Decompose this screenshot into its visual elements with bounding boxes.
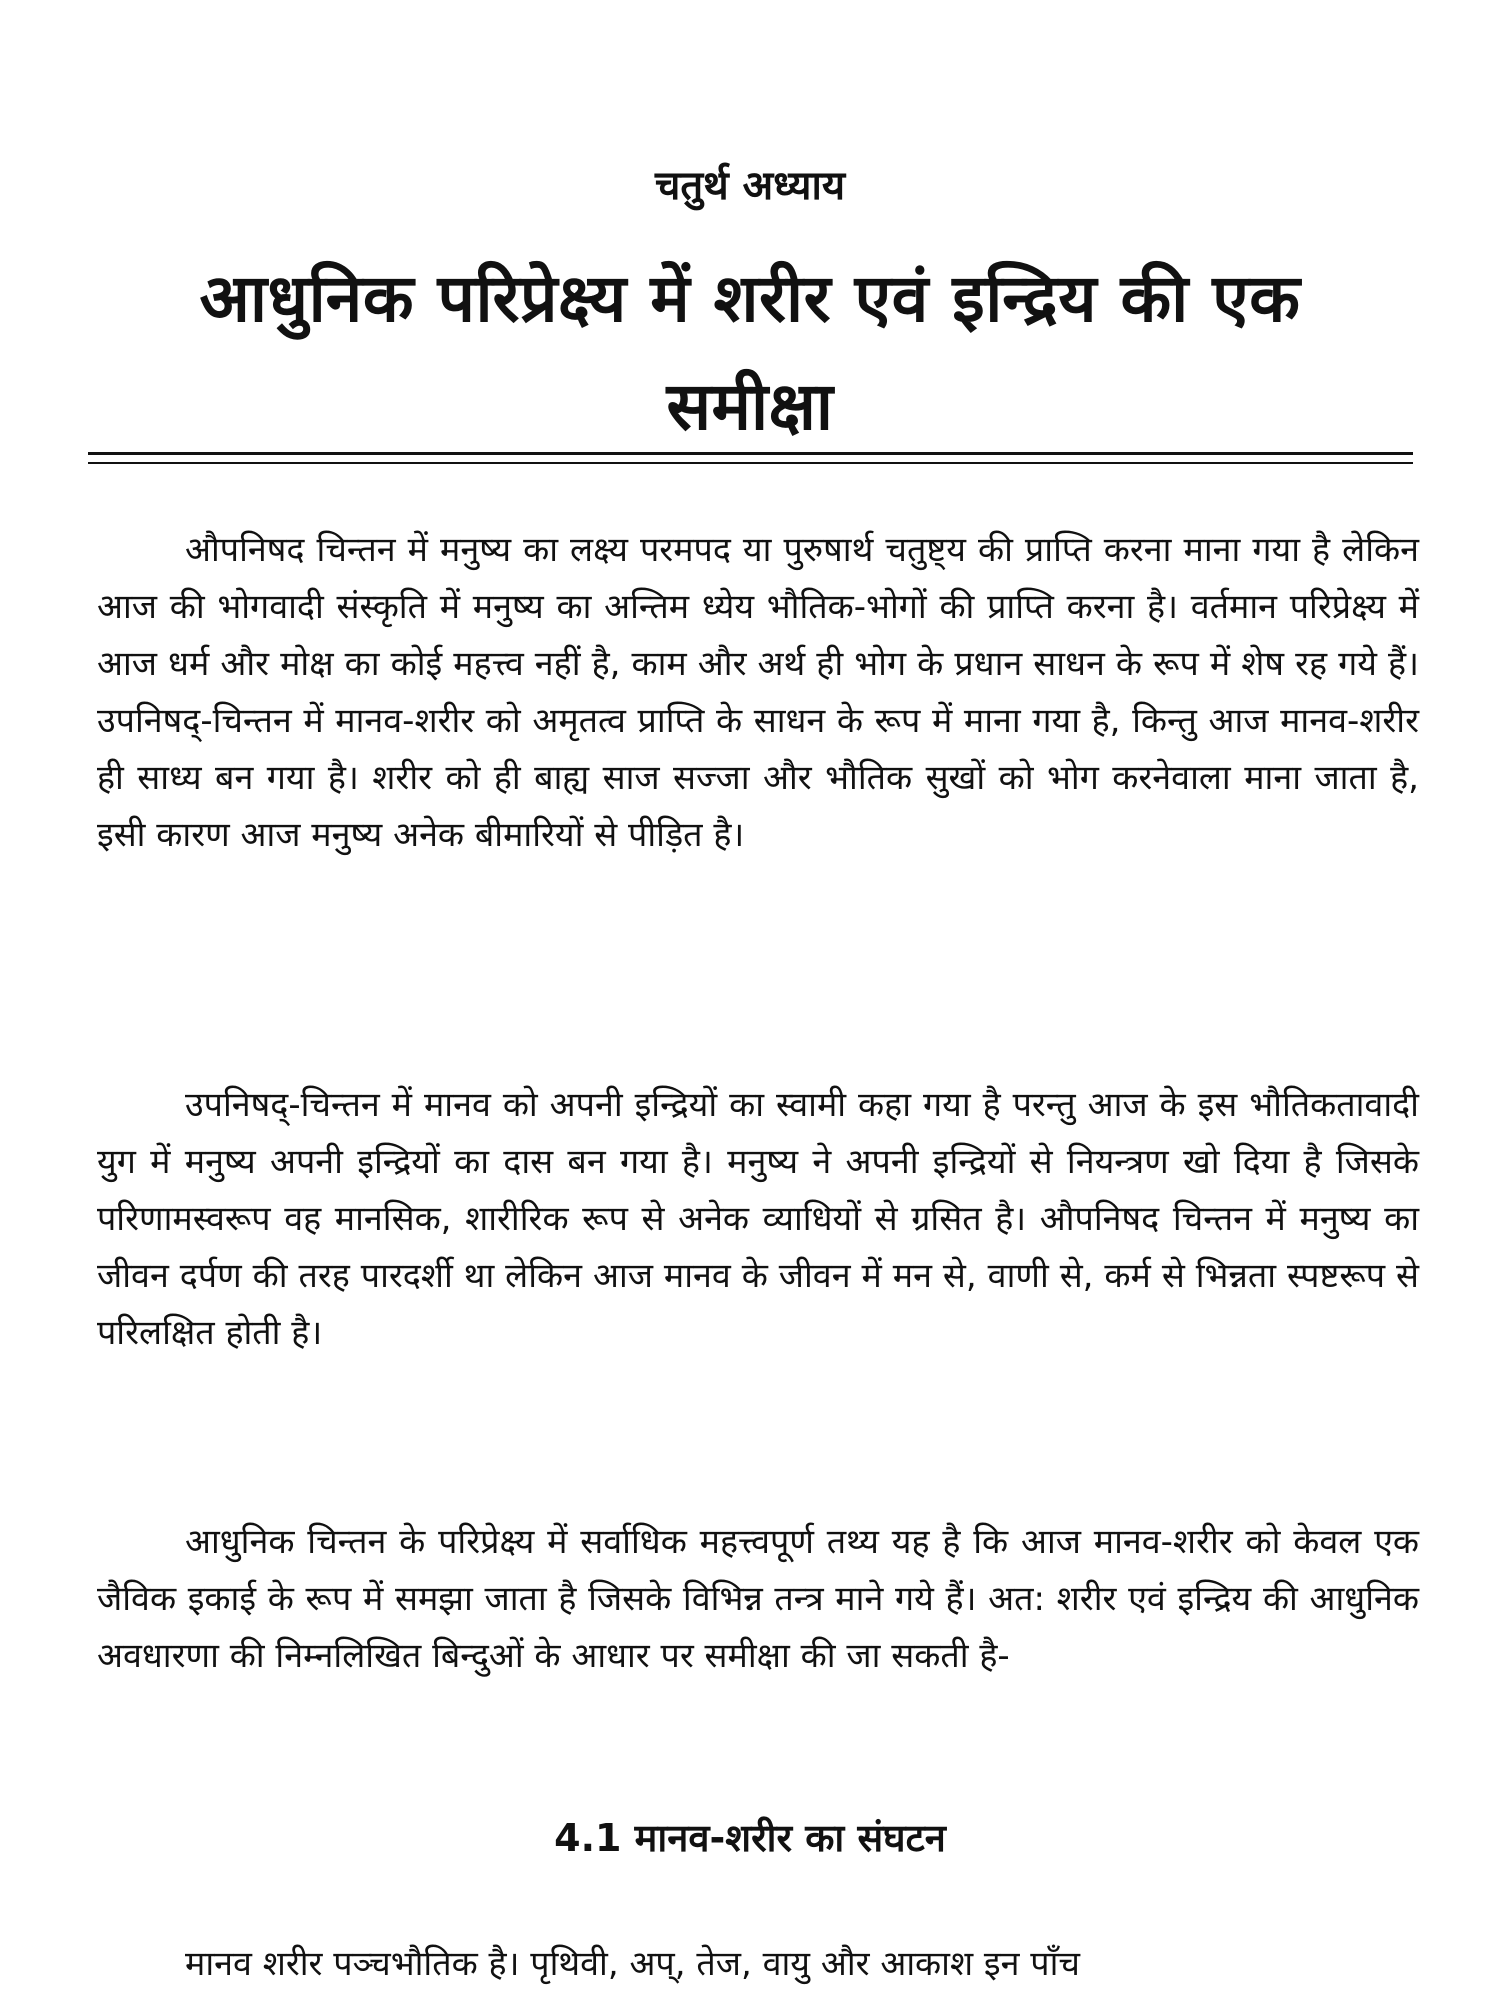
paragraph-1: औपनिषद चिन्तन में मनुष्य का लक्ष्य परमपद या पुरुषार्थ चतुष्ट्य की प्राप्ति करना माना गया है लेकिन आज की भोगवादी संस्कृति में मनुष्य का अन्तिम ध्येय भौतिक-भोगों की प्राप्ति करना है। वर्तमान परिप्रेक्ष्य में आज धर्म और मोक्ष का कोई महत्त्व नहीं है, काम और अर्थ ही भोग के प्रधान साधन के रूप में शेष रह गये हैं। उपनिषद्-चिन्तन में मानव-शरीर को अमृतत्व प्राप्ति के साधन के रूप में माना गया है, किन्तु आज मानव-शरीर ही साध्य बन गया है। शरीर को ही बाह्य साज सज्जा और भौतिक सुखों को भोग करनेवाला माना जाता है, इसी कारण आज मनुष्य अनेक बीमारियों से पीड़ित है। [97, 530, 1419, 855]
section-paragraph: मानव शरीर पञ्चभौतिक है। पृथिवी, अप्, तेज, वायु और आकाश इन पाँच [185, 1944, 1080, 1984]
paragraph-2: उपनिषद्-चिन्तन में मानव को अपनी इन्द्रियों का स्वामी कहा गया है परन्तु आज के इस भौतिकतावादी युग में मनुष्य अपनी इन्द्रियों का दास बन गया है। मनुष्य ने अपनी इन्द्रियों से नियन्त्रण खो दिया है जिसके परिणामस्वरूप वह मानसिक, शारीरिक रूप से अनेक व्याधियों से ग्रसित है। औपनिषद चिन्तन में मनुष्य का जीवन दर्पण की तरह पारदर्शी था लेकिन आज मानव के जीवन में मन से, वाणी से, कर्म से भिन्नता स्पष्टरूप से परिलक्षित होती है। [97, 1085, 1419, 1353]
title-divider-top [88, 452, 1413, 455]
section-heading: 4.1 मानव-शरीर का संघटन [554, 1816, 946, 1860]
chapter-title: आधुनिक परिप्रेक्ष्य में शरीर एवं इन्द्रिय की एक समीक्षा [199, 260, 1301, 445]
paragraph-3: आधुनिक चिन्तन के परिप्रेक्ष्य में सर्वाधिक महत्त्वपूर्ण तथ्य यह है कि आज मानव-शरीर को केवल एक जैविक इकाई के रूप में समझा जाता है जिसके विभिन्न तन्त्र माने गये हैं। अत: शरीर एवं इन्द्रिय की आधुनिक अवधारणा की निम्नलिखित बिन्दुओं के आधार पर समीक्षा की जा सकती है- [97, 1522, 1419, 1676]
title-divider-bottom [88, 462, 1413, 464]
chapter-label: चतुर्थ अध्याय [654, 163, 846, 209]
